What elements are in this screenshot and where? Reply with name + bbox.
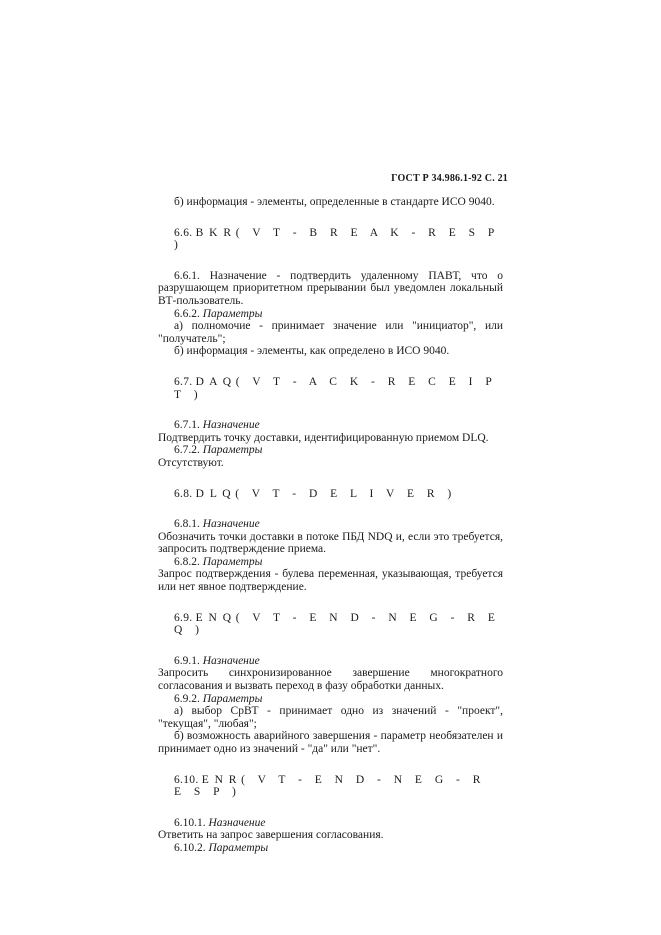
paragraph-6-9-1-heading bbox=[158, 655, 503, 668]
paragraph-number: 6.10.2. bbox=[174, 841, 206, 854]
paragraph-number: 6.6.2. bbox=[174, 307, 200, 320]
paragraph-title: Параметры bbox=[202, 444, 263, 457]
paragraph-number: 6.6.1. bbox=[174, 269, 200, 282]
paragraph-text: Ответить на запрос завершения согласования. bbox=[158, 829, 384, 842]
section-code: E N R bbox=[201, 773, 238, 786]
paragraph-number: 6.7.2. bbox=[174, 444, 200, 457]
section-name: ( V T - B R E A K - R E S P ) bbox=[174, 226, 499, 252]
paragraph-title: Параметры bbox=[202, 692, 263, 705]
paragraph-title: Назначение bbox=[202, 654, 260, 667]
section-name: ( V T - A C K - R E C E I P T ) bbox=[174, 375, 497, 401]
paragraph-title: Назначение bbox=[202, 518, 260, 531]
paragraph-number: 6.9.1. bbox=[174, 654, 200, 667]
paragraph-6-10-1-heading bbox=[158, 817, 503, 830]
paragraph-number: 6.9.2. bbox=[174, 692, 200, 705]
paragraph-6-9-2-heading bbox=[158, 693, 503, 706]
section-code: D A Q bbox=[195, 375, 233, 388]
section-code: D L Q bbox=[195, 487, 233, 500]
section-number: 6.7. bbox=[174, 375, 193, 388]
paragraph-title: Параметры bbox=[208, 841, 269, 854]
list-item-b: б) информация - элементы, определенные в стандарте ИСО 9040. bbox=[174, 196, 495, 208]
paragraph-number: 6.7.1. bbox=[174, 419, 200, 432]
paragraph-title: Назначение bbox=[208, 816, 266, 829]
paragraph-text: Отсутствуют. bbox=[158, 456, 224, 469]
section-number: 6.8. bbox=[174, 487, 193, 500]
section-heading-6-9 bbox=[158, 612, 503, 637]
paragraph-6-8-2-heading bbox=[158, 556, 503, 569]
paragraph-title: Параметры bbox=[202, 307, 263, 320]
section-heading-6-8 bbox=[158, 488, 503, 501]
page-content bbox=[158, 196, 503, 855]
section-name: ( V T - D E L I V E R ) bbox=[235, 487, 457, 500]
section-heading-6-10 bbox=[158, 774, 503, 799]
section-name: ( V T - E N D - N E G - R E Q ) bbox=[174, 611, 500, 637]
list-item-a: а) выбор СрВТ - принимает одно из значений - "проект", "текущая", "любая"; bbox=[158, 705, 503, 730]
paragraph-6-6-1 bbox=[158, 270, 503, 308]
section-number: 6.9. bbox=[174, 611, 193, 624]
paragraph-6-7-1-heading bbox=[158, 419, 503, 432]
paragraph-6-8-1-heading bbox=[158, 518, 503, 531]
section-name: ( V T - E N D - N E G - R E S P ) bbox=[174, 773, 486, 799]
paragraph-6-7-2-heading bbox=[158, 444, 503, 457]
paragraph-6-10-2-heading bbox=[158, 842, 503, 855]
paragraph-text: Запросить синхронизированное завершение многократного согласования и вызвать переход в фазу обработки данных. bbox=[158, 667, 503, 693]
paragraph-number: 6.8.1. bbox=[174, 518, 200, 531]
section-number: 6.6. bbox=[174, 226, 193, 239]
section-number: 6.10. bbox=[174, 773, 199, 786]
list-item-a: а) полномочие - принимает значение или "инициатор", или "получатель"; bbox=[158, 320, 503, 345]
paragraph-text: Назначение - подтвердить удаленному ПАВТ, что о разрушающем приоритетном прерывании был уведомлен локальный ВТ-пользователь. bbox=[158, 269, 504, 307]
section-heading-6-7 bbox=[158, 376, 503, 401]
paragraph-text: Обозначить точки доставки в потоке ПБД NDQ и, если это требуется, запросить подтверждение приема. bbox=[158, 530, 503, 556]
paragraph-6-6-2-heading bbox=[158, 308, 503, 321]
paragraph-number: 6.10.1. bbox=[174, 816, 206, 829]
paragraph-title: Назначение bbox=[202, 419, 260, 432]
section-code: E N Q bbox=[195, 611, 233, 624]
section-code: B K R bbox=[195, 226, 233, 239]
paragraph-text: Подтвердить точку доставки, идентифицированную приемом DLQ. bbox=[158, 431, 489, 444]
section-heading-6-6 bbox=[158, 227, 503, 252]
list-item-b: б) возможность аварийного завершения - параметр необязателен и принимает одно из значений - "да" или "нет". bbox=[158, 730, 503, 755]
running-header: ГОСТ Р 34.986.1-92 С. 21 bbox=[391, 173, 508, 184]
list-item-b: б) информация - элементы, как определено в ИСО 9040. bbox=[174, 345, 450, 358]
paragraph-text: Запрос подтверждения - булева переменная, указывающая, требуется или нет явное подтверждение. bbox=[158, 568, 503, 594]
paragraph-title: Параметры bbox=[202, 555, 263, 568]
paragraph-number: 6.8.2. bbox=[174, 555, 200, 568]
